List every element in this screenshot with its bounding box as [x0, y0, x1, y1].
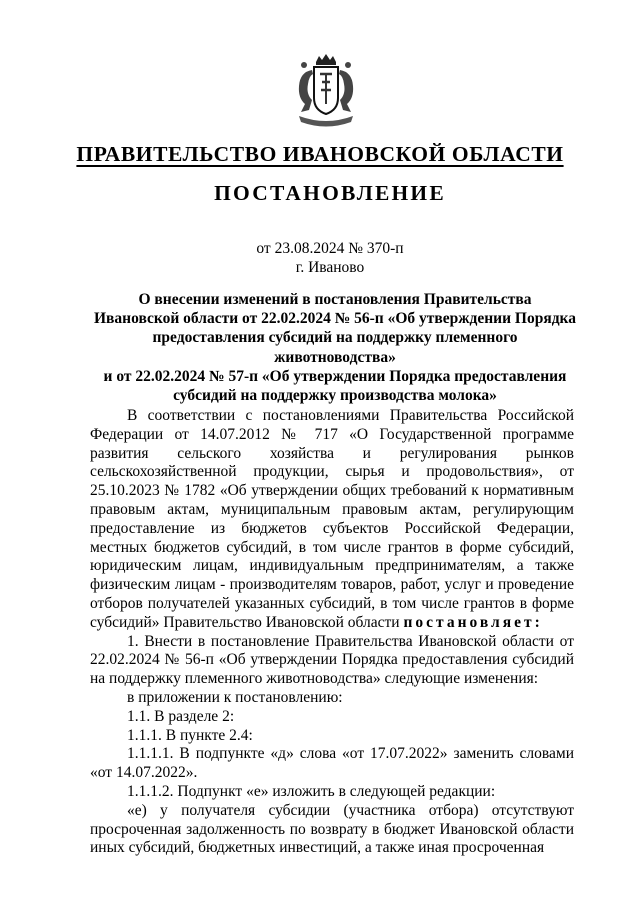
- document-heading: [92, 290, 578, 405]
- paragraph-5: 1.1.1.1. В подпункте «д» слова «от 17.07.2022» заменить словами «от 14.07.2022».: [90, 745, 574, 782]
- preamble-end: Правительство Ивановской области: [163, 613, 400, 631]
- paragraph-3: 1.1. В разделе 2:: [127, 707, 235, 725]
- preamble-paragraph: [90, 407, 574, 633]
- document-body: [90, 407, 574, 858]
- document-type: ПОСТАНОВЛЕНИЕ: [214, 181, 446, 205]
- heading-line: субсидий на поддержку производства молока»: [173, 387, 497, 405]
- coat-of-arms-icon: [285, 52, 367, 134]
- preamble-text: В соответствии с постановлениями Правительства Российской Федерации от 14.07.2012 № 717 «О Государственной программе развития сельского хозяйства и регулирования рынков сельскохозяйственной продукции, сырья и продовольствия», от 25.10.2023 № 1782 «Об утверждении общих требований к нормативным правовым актам, муниципальным правовым актам, регулирующим предоставление из бюджетов субъектов Российской Федерации, местных бюджетов субсидий, в том числе грантов в форме субсидий, юридическим лицам, индивидуальным предпринимателям, а также физическим лицам - производителям товаров, работ, услуг и проведение отборов получателей указанных субсидий, в том числе грантов в форме субсидий»: [90, 407, 574, 631]
- heading-line: О внесении изменений в постановления Правительства: [138, 291, 532, 308]
- date-number: от 23.08.2024 № 370-п: [256, 240, 404, 257]
- government-name: ПРАВИТЕЛЬСТВО ИВАНОВСКОЙ ОБЛАСТИ: [76, 142, 564, 166]
- paragraph-1: 1. Внести в постановление Правительства Ивановской области от 22.02.2024 № 56-п «Об утверждении Порядка предоставления субсидий на поддержку племенного животноводства» следующие изменения:: [90, 632, 574, 688]
- heading-line: предоставления субсидий на поддержку племенного животноводства»: [152, 329, 518, 366]
- heading-line: и от 22.02.2024 № 57-п «Об утверждении Порядка предоставления: [103, 367, 567, 385]
- paragraph-7: «е) у получателя субсидии (участника отбора) отсутствуют просроченная задолженность по возврату в бюджет Ивановской области иных субсидий, бюджетных инвестиций, а также иная просроченная: [90, 801, 574, 857]
- city: г. Иваново: [295, 259, 365, 276]
- decree-word: постановляет:: [403, 613, 543, 631]
- paragraph-6: 1.1.1.2. Подпункт «е» изложить в следующей редакции:: [127, 782, 496, 800]
- paragraph-4: 1.1.1. В пункте 2.4:: [127, 726, 253, 744]
- paragraph-2: в приложении к постановлению:: [127, 688, 343, 706]
- heading-line: Ивановской области от 22.02.2024 № 56-п «Об утверждении Порядка: [93, 310, 577, 328]
